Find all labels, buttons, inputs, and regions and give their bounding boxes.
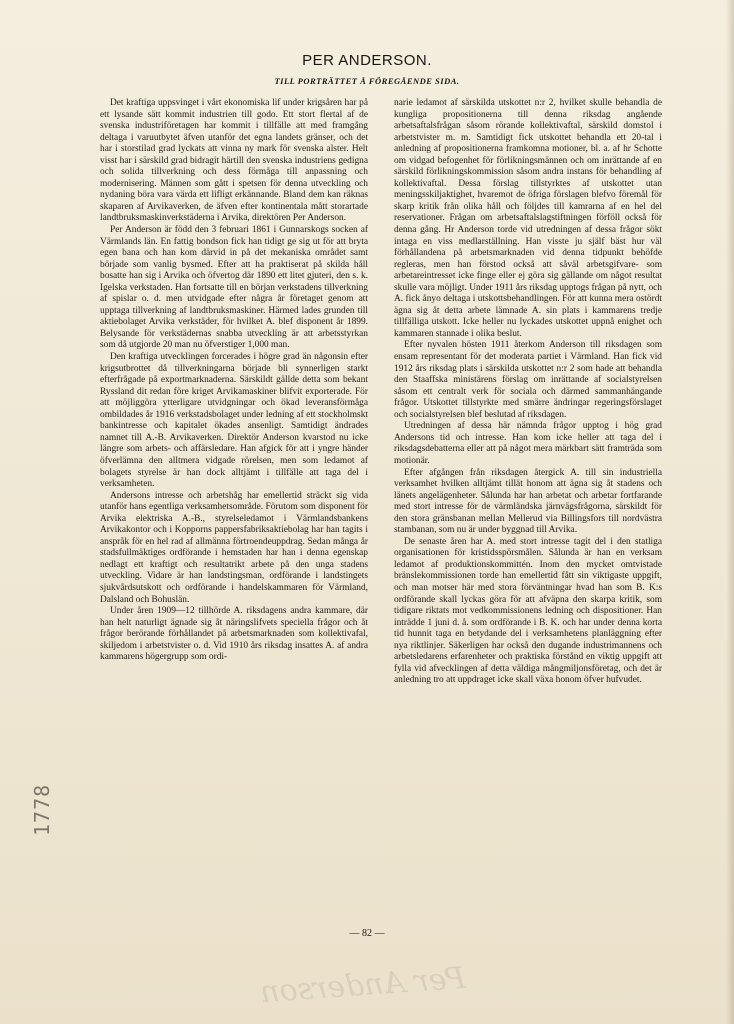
paragraph: Den kraftiga utvecklingen forcerades i högre grad än någonsin efter krigsutbrottet då tillverkningarna började bli synnerligen starkt efterfrågade på exportmarknaderna. Särskildt gällde detta som bekant Ryssland dit redan före kriget Arvikamaskiner blifvit exporterade. För att möjliggöra ytterligare utvidgningar och ökad leveransförmåga ombildades år 1916 verkstadsbolaget under ledning af ett stockholmskt bankintresse och kapitalet ökades ansenligt. Samtidigt ändrades namnet till A.-B. Arvikaverken. Direktör Anderson kvarstod nu icke längre som arbets- och affärsledare. Han afgick för att i yngre händer öfverlämna den alltmera vidgade rörelsen, men som ledamot af bolagets styrelse är han dock alltjämt i tillfälle att taga del i verksamheten. (100, 352, 368, 490)
page-edge-shadow (726, 0, 734, 1024)
paragraph: Efter afgången från riksdagen återgick A. till sin industriella verksamhet hvilken alltjämt tillät honom att ägna sig åt stadens och länets angelägenheter. Sålunda har han arbetat och arbetar fortfarande med stort intresse för de värmländska järnvägsfrågorna, särskildt för den stora gränsbanan mellan Mellerud via Billingsfors till nordvästra stambanan, som nu är under byggnad till Arvika. (394, 467, 662, 536)
paragraph: Det kraftiga uppsvinget i vårt ekonomiska lif under krigsåren har på ett lysande sätt kommit industrien till godo. Ett stort flertal af de svenska industriföretagen har kommit i tillfälle att med framgång deltaga i varuutbytet äfven utanför det egna landets gränser, och det har i storstilad grad lyckats att vinna ny mark för svenska alster. Helt visst har i särskild grad bidragit härtill den svenska industriens gedigna och solida tillverkning och dess förmåga till anpassning och modernisering. Männen som gått i spetsen för denna utveckling och nydaning böra vara värda ett lifligt erkännande. Bland dem kan räknas skaparen af Arvikaverken, de äfven efter kontinentala mått storartade landtbruksmaskinverkstäderna i Arvika, direktören Per Anderson. (100, 98, 368, 224)
page-subtitle: TILL PORTRÄTTET Å FÖREGÅENDE SIDA. (274, 76, 460, 86)
left-column (100, 98, 368, 664)
paragraph: Efter nyvalen hösten 1911 återkom Anderson till riksdagen som ensam representant för det moderata partiet i Värmland. Han fick vid 1912 års riksdag plats i särskilda utskottet n:r 2 som hade att behandla den Staaffska ministärens förslag om inrättande af socialstyrelsen såsom ett centralt verk för sociala och därmed sammanhängande frågor. Utskottet tillstyrkte med smärre ändringar regeringsförslaget och socialstyrelsen blef beslutad af riksdagen. (394, 340, 662, 420)
paragraph: Andersons intresse och arbetshåg har emellertid sträckt sig vida utanför hans egentliga verksamhetsområde. Förutom som disponent för Arvika elektriska A.-B., styrelseledamot i Värmlandsbankens Arvikakontor och i Kopporns pappersfabriksaktiebolag har han tagits i anspråk för en hel rad af allmänna förtroendeuppdrag. Sedan många år stadsfullmäktiges ordförande i hemstaden har han i denna egenskap nedlagt ett kraftigt och resultatrikt arbete på den unga stadens utveckling. Vidare är han landstingsman, ordförande i landstingets sjukvårdsutskott och ordförande i handelskammaren för Värmland, Dalsland och Bohuslän. (100, 490, 368, 605)
paragraph: Utredningen af dessa här nämnda frågor upptog i hög grad Andersons tid och intresse. Han kom icke heller att taga del i riksdagsdebatterna eller att på något mera märkbart sätt framträda som motionär. (394, 421, 662, 466)
right-column (394, 98, 662, 687)
paragraph: De senaste åren har A. med stort intresse tagit del i den statliga organisationen för kristidsspörsmålen. Sålunda är han en verksam ledamot af produktionskommittén. Inom den mycket omtvistade bränslekommissionen torde han emellertid fått sin viktigaste uppgift, och man motser här med stora förväntningar hvad han som B. K:s ordförande skall lyckas göra för att afväpna den skarpa kritik, som tidigare riktats mot vedkommissionens ledning och dispositioner. Han inträdde 1 juni d. å. som ordförande i B. K. och har under denna korta tid hunnit taga en betydande del i verksamhetens planläggning efter nya riktlinjer. Säkerligen har också den dugande industrimannens och arbetsledarens erfarenheter och praktiska förstånd en viktig uppgift att fylla vid afvecklingen af detta väldiga mångmiljonsföretag, och det är anledning tro att uppdraget icke skall växa honom öfver hufvudet. (394, 536, 662, 686)
page-number: — 82 — (349, 928, 385, 939)
handwritten-margin-note: 1778 (30, 783, 54, 836)
bleed-through-signature: Per Anderson (259, 960, 467, 1011)
paragraph: Under åren 1909—12 tillhörde A. riksdagens andra kammare, där han helt naturligt ägnade sig åt näringslifvets speciella frågor och åt frågor berörande förhållandet på arbetsmarknaden som kollektivafal, skiljedom i arbetstvister o. d. Vid 1910 års riksdag insattes A. af andra kammarens högergrupp som ordi- (100, 606, 368, 663)
paragraph: narie ledamot af särskilda utskottet n:r 2, hvilket skulle behandla de kungliga propositionerna till denna riksdag angående arbetsaftalsfrågan såsom rörande kollektivaftal, särskild domstol i arbetstvister m. m. Samtidigt fick utskottet behandla ett 20-tal i anledning af propositionerna framkomna motioner, bl. a. af hr Schotte om vidgad befogenhet för förlikningsmännen och om inrättande af en särskild förlikningskommission såsom andra instans för behandling af kollektivaftal. Dessa förslag tillstyrktes af utskottet utan meningsskiljaktighet, hvaremot de öfriga förslagen blefvo föremål för skarp kritik från olika håll och följdes till kamrarna af en hel del reservationer. Frågan om arbetsaftalslagstiftningen förföll också för denna gång. Hr Anderson torde vid utredningen af dessa frågor sökt intaga en viss medlarställning. Han visste ju själf bäst hur väl förhållandena på arbetsmarknaden vid denna tidpunkt behöfde regleras, men han förstod också att såväl arbetsgifvare- som arbetareintresset icke finge eller ej göra sig gällande om något resultat skulle vara möjligt. Under 1911 års riksdag upptogs frågan på nytt, och A. fick ånyo deltaga i utskottsbehandlingen. För att kunna mera ostördt ägna sig åt detta arbete lämnade A. sin plats i kammarens tredje tillfälliga utskott. Icke heller nu lyckades utskottet uppnå enighet och kammaren stannade i olika beslut. (394, 98, 662, 339)
paragraph: Per Anderson är född den 3 februari 1861 i Gunnarskogs socken af Värmlands län. En fattig bondson fick han tidigt ge sig ut för att bryta egen bana och han kom därvid in på det mekaniska området samt började som vanlig bysmed. Efter att ha praktiserat på skilda håll bosatte han sig i Arvika och öfvertog där 1890 ett litet gjuteri, den s. k. Igelska verkstaden. Han fortsatte till en början verkstadens tillverkning af spislar o. d. men utvidgade efter några år företaget genom att upptaga tillverkning af landtbruksmaskiner. Härmed lades grunden till aktiebolaget Arvika verkstäder, för hvilket A. blef disponent år 1899. Belysande för verkstädernas snabba utveckling är att arbetsstyrkan som då utgjorde 20 man nu öfverstiger 1,000 man. (100, 225, 368, 351)
page-title: PER ANDERSON. (302, 52, 432, 69)
